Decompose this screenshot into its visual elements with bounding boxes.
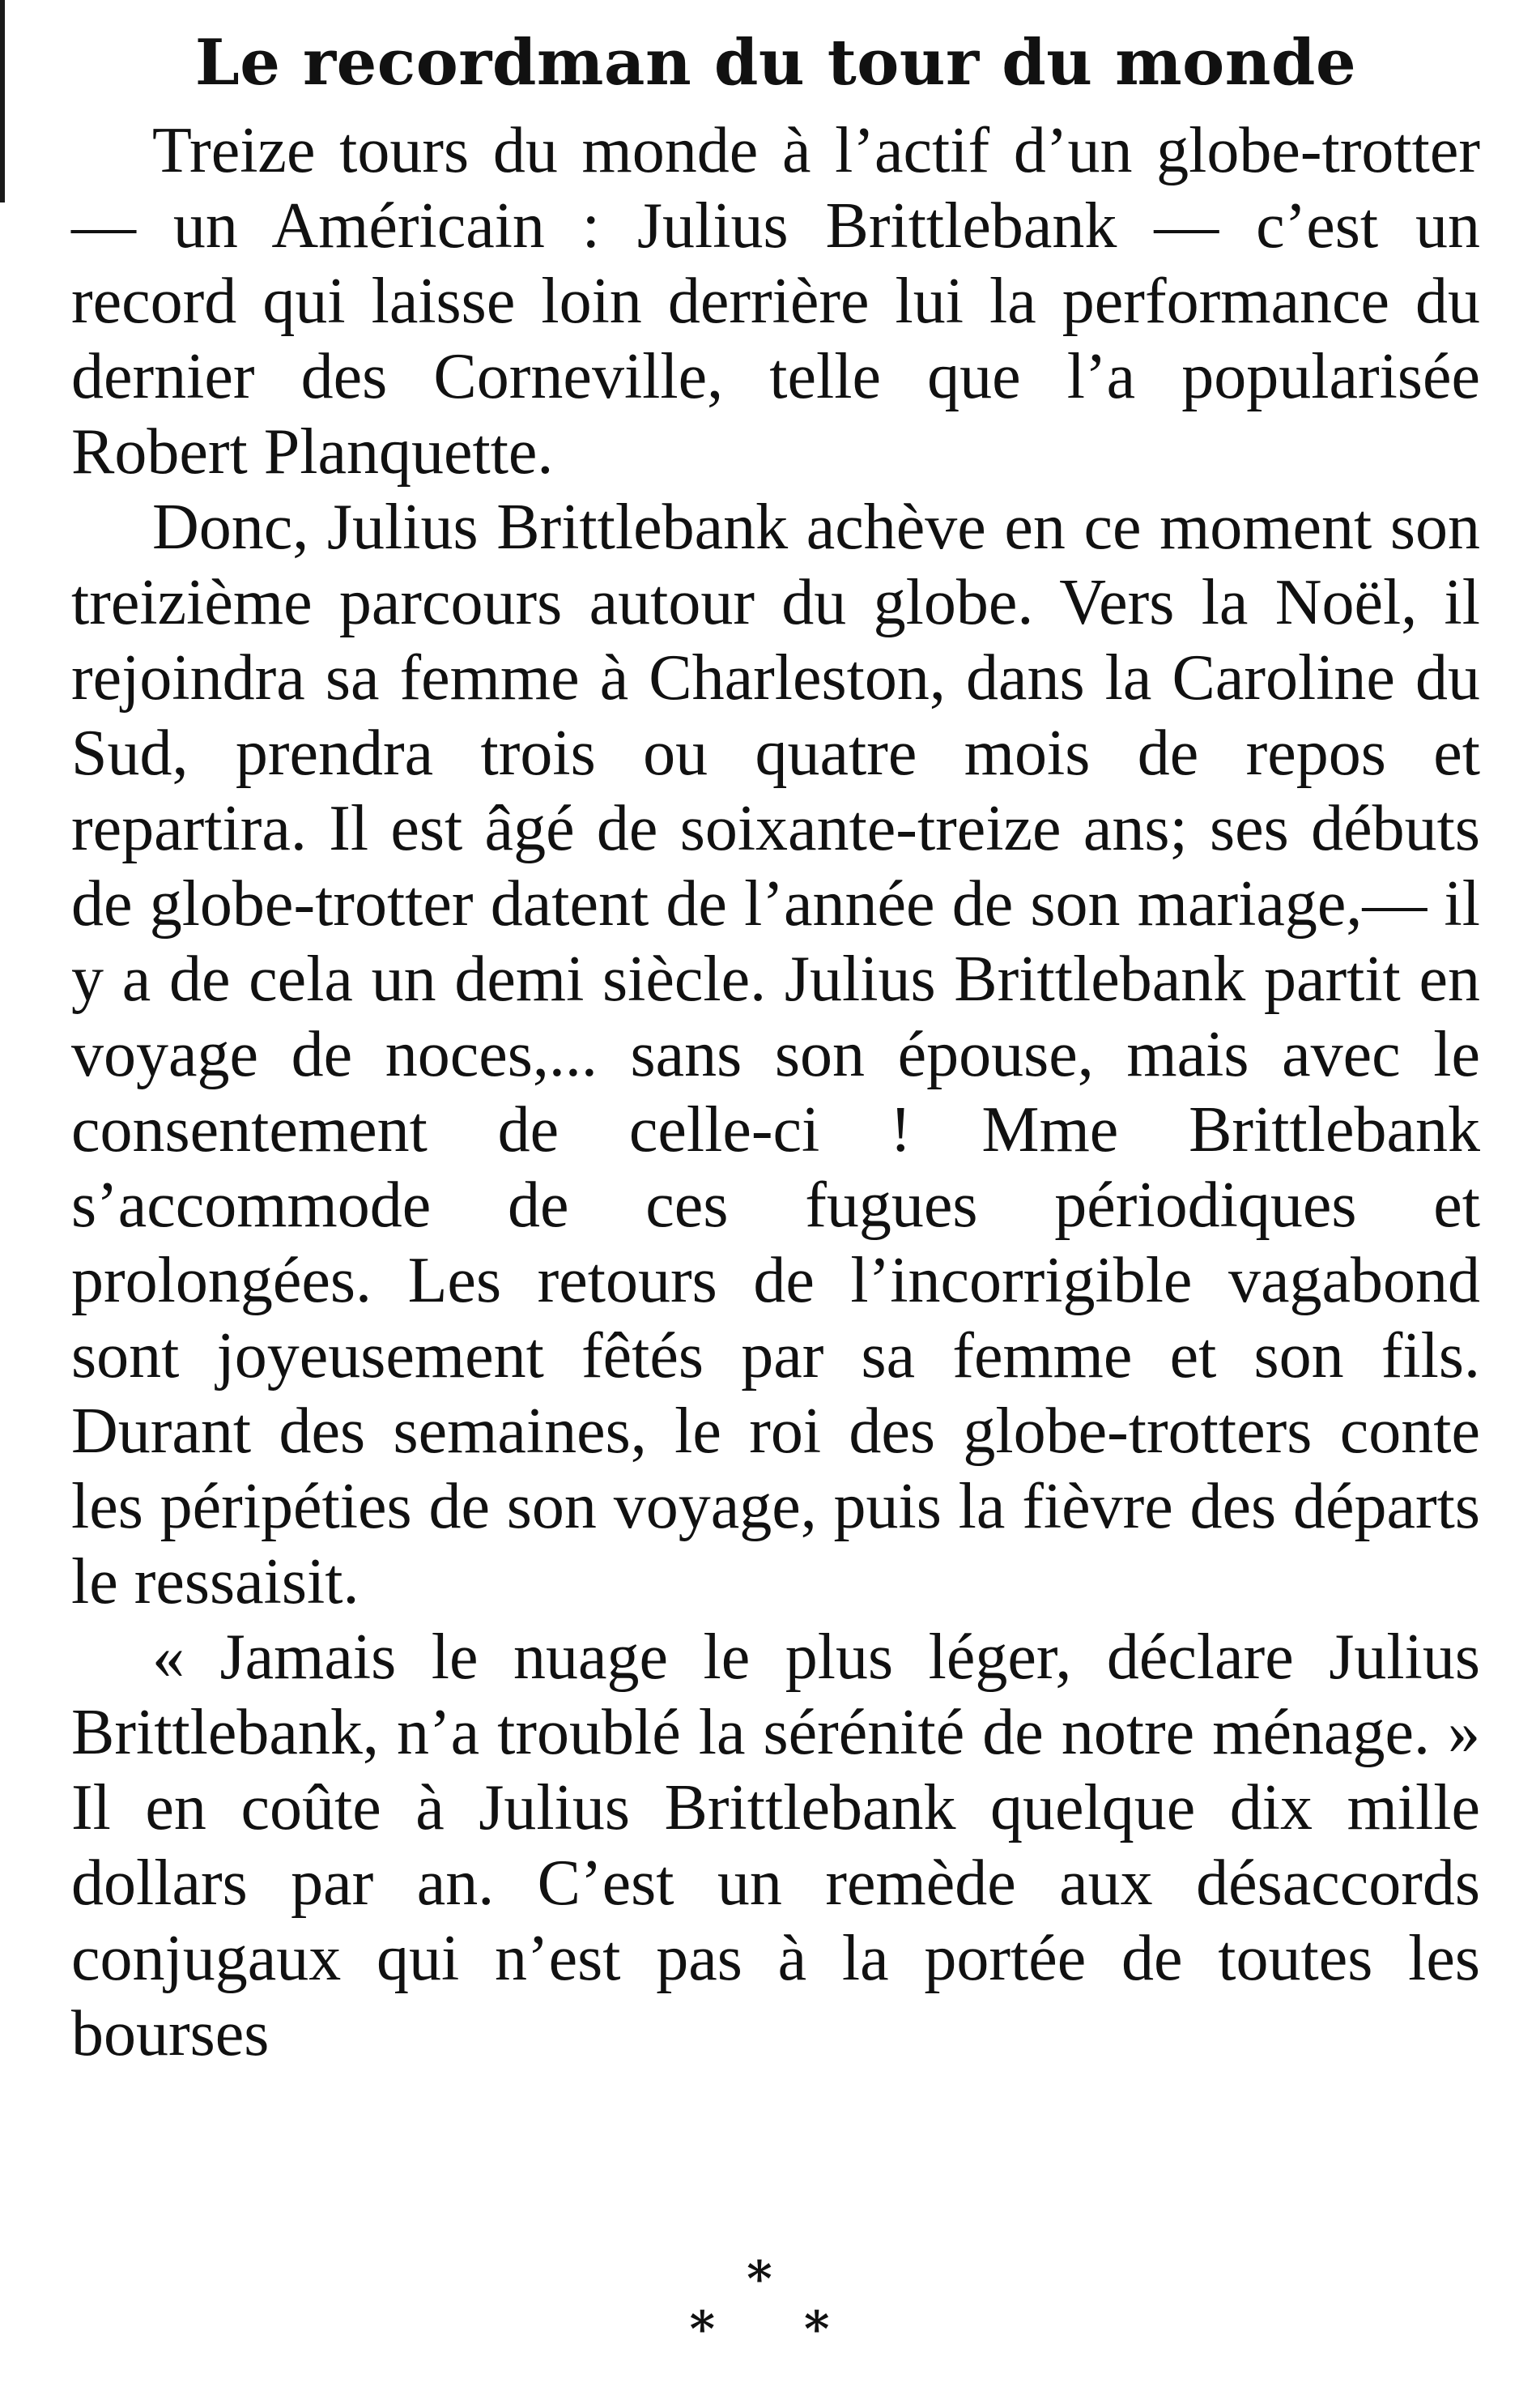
asterism-top-star: * xyxy=(747,2251,772,2308)
asterism-bottom-stars: ** xyxy=(689,2301,919,2358)
newspaper-article xyxy=(71,18,1480,2072)
article-headline: Le recordman du tour du monde xyxy=(194,26,1357,100)
article-paragraph-2: Donc, Julius Brittlebank achève en ce moment son treizième parcours autour du globe. Vers la Noël, il rejoindra sa femme à Charleston, dans la Caroline du Sud, prendra trois ou quatre mois de repos et repartira. Il est âgé de soixante-treize ans; ses débuts de globe-trotter datent de l’année de son mariage,— il y a de cela un demi siècle. Julius Brittlebank partit en voyage de noces,... sans son épouse, mais avec le consentement de celle-ci ! Mme Brittlebank s’accommode de ces fugues périodiques et prolongées. Les retours de l’incorrigible vagabond sont joyeusement fêtés par sa femme et son fils. Durant des semaines, le roi des globe-trotters conte les péripéties de son voyage, puis la fièvre des départs le ressaisit. xyxy=(71,492,1480,1617)
article-paragraph-3: « Jamais le nuage le plus léger, déclare Julius Brittlebank, n’a troublé la sérénité de notre ménage. » Il en coûte à Julius Brittlebank quelque dix mille dollars par an. C’est un remède aux désaccords conjugaux qui n’est pas à la portée de toutes les bourses xyxy=(71,1622,1480,2069)
column-rule xyxy=(0,0,5,202)
article-paragraph-1: Treize tours du monde à l’actif d’un globe-trotter — un Américain : Julius Brittlebank — c’est un record qui laisse loin derrière lui la performance du dernier des Corneville, telle que l’a popularisée Robert Planquette. xyxy=(71,115,1480,488)
